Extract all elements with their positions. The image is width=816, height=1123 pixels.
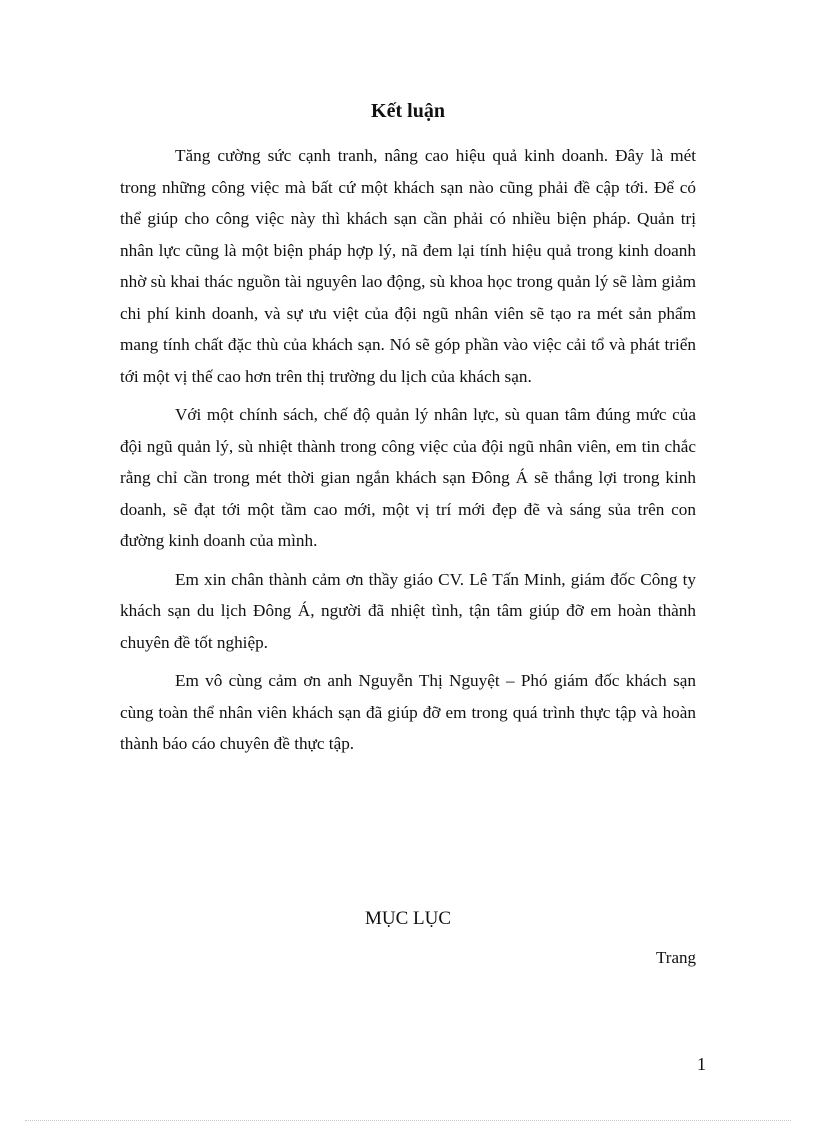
paragraph-2: Với một chính sách, chế độ quản lý nhân lực, sù quan tâm đúng mức của đội ngũ quản lý, sù nhiệt thành trong công việc của đội ngũ nhân viên, em tin chắc rằng chỉ cần trong mét thời gian ngắn khách sạn Đông Á sẽ thắng lợi trong kinh doanh, sẽ đạt tới một tầm cao mới, một vị trí mới đẹp đẽ và sáng sủa trên con đường kinh doanh của mình. [120,405,696,550]
conclusion-title: Kết luận [371,100,445,122]
toc-page-label: Trang [656,948,696,967]
paragraph-3: Em xin chân thành cảm ơn thầy giáo CV. Lê Tấn Minh, giám đốc Công ty khách sạn du lịch Đông Á, người đã nhiệt tình, tận tâm giúp đỡ em hoàn thành chuyên đề tốt nghiệp. [120,569,696,652]
page-number: 1 [697,1054,706,1074]
paragraph-4: Em vô cùng cảm ơn anh Nguyễn Thị Nguyệt – Phó giám đốc khách sạn cùng toàn thể nhân viên khách sạn đã giúp đỡ em trong quá trình thực tập và hoàn thành báo cáo chuyên đề thực tập. [120,671,696,753]
toc-title: MỤC LỤC [364,908,452,929]
paragraph-1: Tăng cường sức cạnh tranh, nâng cao hiệu quả kinh doanh. Đây là mét trong những công việc mà bất cứ một khách sạn nào cũng phải đề cập tới. Để có thể giúp cho công việc này thì khách sạn cần phải có nhiều biện pháp. Quản trị nhân lực cũng là một biện pháp hợp lý, nã đem lại tính hiệu quả trong kinh doanh nhờ sù khai thác nguồn tài nguyên lao động, sù khoa học trong quản lý sẽ làm giảm chi phí kinh doanh, và sự ưu việt của đội ngũ nhân viên sẽ tạo ra mét sản phẩm mang tính chất đặc thù của khách sạn. Nó sẽ góp phần vào việc cải tổ và phát triển tới một vị thế cao hơn trên thị trường du lịch của khách sạn. [120,146,696,386]
conclusion-body [120,140,696,767]
footer-divider [25,1120,791,1121]
